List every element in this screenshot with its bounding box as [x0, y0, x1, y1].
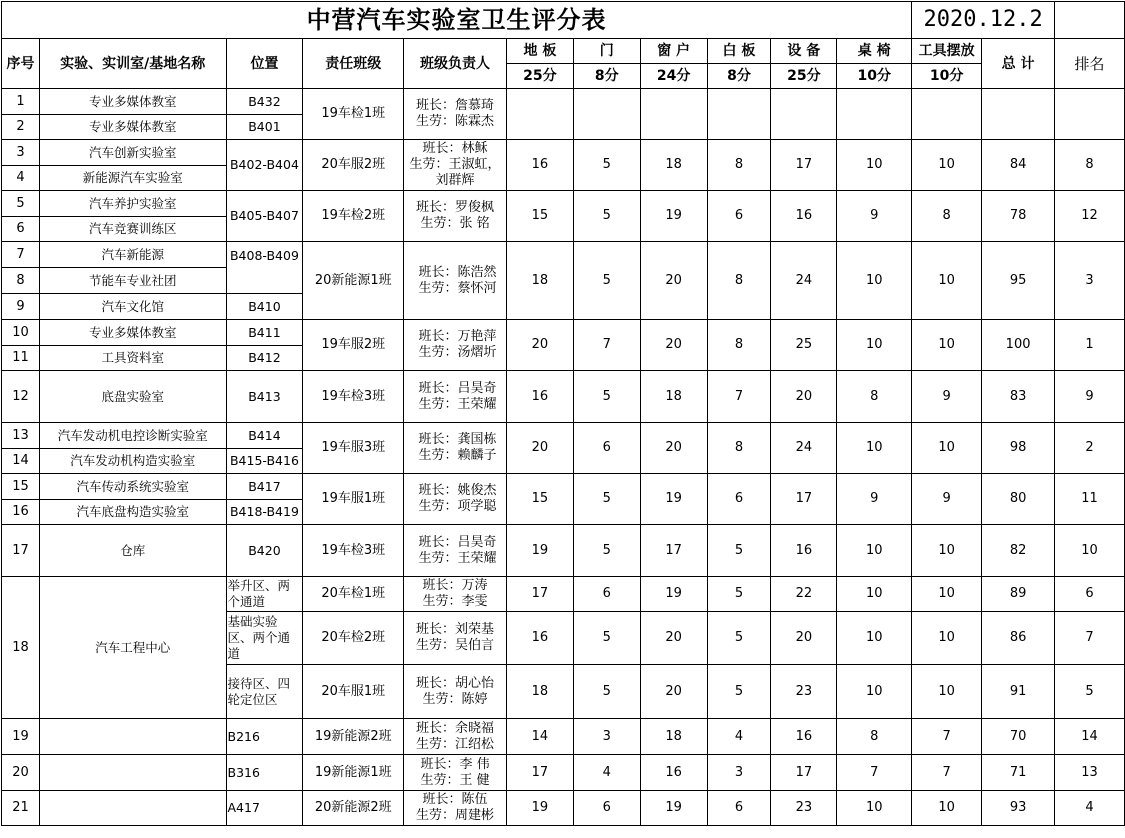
score-desk: 10 [837, 577, 912, 612]
row-location: B414 [226, 423, 303, 449]
score-floor: 16 [506, 371, 573, 423]
empty-score [982, 89, 1055, 140]
score-window: 16 [640, 755, 707, 791]
score-door: 5 [573, 371, 640, 423]
score-desk: 10 [837, 791, 912, 826]
group-leader: 班长：陈伍 生劳：周建彬 [404, 791, 507, 826]
score-floor: 17 [506, 577, 573, 612]
row-lab: 汽车养护实验室 [39, 191, 226, 217]
score-window: 18 [640, 719, 707, 755]
row-lab: 专业多媒体教室 [39, 89, 226, 115]
empty-score [707, 89, 771, 140]
score-rank: 8 [1055, 140, 1125, 191]
group-class: 20新能源2班 [303, 791, 404, 826]
score-floor: 17 [506, 755, 573, 791]
row-lab: 汽车传动系统实验室 [39, 474, 226, 500]
group-leader: 班长：刘荣基 生劳：吴伯言 [404, 612, 507, 665]
score-tools: 10 [912, 612, 982, 665]
score-total: 91 [982, 665, 1055, 719]
score-rank: 3 [1055, 242, 1125, 320]
score-door: 6 [573, 423, 640, 474]
row-lab: 汽车新能源 [39, 242, 226, 268]
max-floor: 25分 [506, 64, 573, 89]
score-board: 8 [707, 242, 771, 320]
score-equip: 20 [771, 371, 837, 423]
score-floor: 19 [506, 525, 573, 577]
score-equip: 25 [771, 320, 837, 371]
score-rank: 2 [1055, 423, 1125, 474]
score-window: 20 [640, 242, 707, 320]
group-leader: 班长：陈浩然 生劳：蔡怀河 [404, 242, 507, 320]
group-leader: 班长：万艳萍 生劳：汤熠圻 [404, 320, 507, 371]
score-desk: 10 [837, 140, 912, 191]
score-rank: 9 [1055, 371, 1125, 423]
row-seq: 4 [2, 166, 40, 191]
row-location: B420 [226, 525, 303, 577]
row-seq: 6 [2, 217, 40, 242]
group-leader: 班长：胡心怡 生劳：陈婷 [404, 665, 507, 719]
score-door: 3 [573, 719, 640, 755]
group-leader: 班长：姚俊杰 生劳：项学聪 [404, 474, 507, 525]
row-lab: 汽车竞赛训练区 [39, 217, 226, 242]
group-class: 19车服2班 [303, 320, 404, 371]
row-location: B418-B419 [226, 500, 303, 525]
score-tools: 10 [912, 320, 982, 371]
score-window: 19 [640, 191, 707, 242]
row-seq: 3 [2, 140, 40, 166]
score-total: 83 [982, 371, 1055, 423]
score-window: 20 [640, 665, 707, 719]
header-tools: 工具摆放 [912, 39, 982, 64]
score-equip: 24 [771, 423, 837, 474]
header-window: 窗 户 [640, 39, 707, 64]
row-seq: 1 [2, 89, 40, 115]
score-tools: 10 [912, 242, 982, 320]
row-location: B411 [226, 320, 303, 346]
score-window: 20 [640, 612, 707, 665]
score-door: 5 [573, 191, 640, 242]
row-seq: 9 [2, 294, 40, 320]
score-floor: 15 [506, 191, 573, 242]
row-location: 接待区、四轮定位区 [226, 665, 303, 719]
group-leader: 班长：余晓福 生劳：江绍松 [404, 719, 507, 755]
empty-score [573, 89, 640, 140]
row-location: B413 [226, 371, 303, 423]
empty-score [640, 89, 707, 140]
score-board: 5 [707, 577, 771, 612]
row-location: A417 [226, 791, 303, 826]
header-class: 责任班级 [303, 39, 404, 89]
group-class: 19车检3班 [303, 525, 404, 577]
score-board: 6 [707, 791, 771, 826]
score-equip: 23 [771, 791, 837, 826]
row-lab: 汽车工程中心 [39, 577, 226, 719]
score-rank: 5 [1055, 665, 1125, 719]
sheet-title: 中营汽车实验室卫生评分表 [2, 2, 912, 39]
score-door: 5 [573, 612, 640, 665]
row-seq: 12 [2, 371, 40, 423]
score-equip: 22 [771, 577, 837, 612]
row-location: B405-B407 [226, 191, 303, 242]
score-equip: 17 [771, 474, 837, 525]
row-location: B316 [226, 755, 303, 791]
score-desk: 7 [837, 755, 912, 791]
score-door: 6 [573, 577, 640, 612]
score-board: 5 [707, 665, 771, 719]
score-board: 7 [707, 371, 771, 423]
score-floor: 16 [506, 140, 573, 191]
score-equip: 16 [771, 191, 837, 242]
group-class: 19车检1班 [303, 89, 404, 140]
score-door: 5 [573, 140, 640, 191]
score-floor: 16 [506, 612, 573, 665]
header-board: 白 板 [707, 39, 771, 64]
group-leader: 班长：吕昊奇 生劳：王荣耀 [404, 371, 507, 423]
score-window: 19 [640, 577, 707, 612]
score-board: 8 [707, 140, 771, 191]
row-seq: 2 [2, 115, 40, 140]
row-seq: 14 [2, 449, 40, 474]
score-equip: 20 [771, 612, 837, 665]
score-total: 98 [982, 423, 1055, 474]
score-equip: 23 [771, 665, 837, 719]
row-seq: 8 [2, 268, 40, 294]
group-leader: 班长：李 伟 生劳：王 健 [404, 755, 507, 791]
row-seq: 16 [2, 500, 40, 525]
max-tools: 10分 [912, 64, 982, 89]
group-leader: 班长：詹慕琦 生劳：陈霖杰 [404, 89, 507, 140]
score-total: 93 [982, 791, 1055, 826]
group-class: 19车检3班 [303, 371, 404, 423]
group-class: 20新能源1班 [303, 242, 404, 320]
score-window: 19 [640, 791, 707, 826]
score-equip: 17 [771, 755, 837, 791]
row-location: B412 [226, 346, 303, 371]
score-tools: 7 [912, 755, 982, 791]
row-lab: 新能源汽车实验室 [39, 166, 226, 191]
score-tools: 9 [912, 371, 982, 423]
row-lab [39, 791, 226, 826]
row-lab: 节能车专业社团 [39, 268, 226, 294]
score-floor: 14 [506, 719, 573, 755]
score-rank: 14 [1055, 719, 1125, 755]
row-location: B401 [226, 115, 303, 140]
max-desk: 10分 [837, 64, 912, 89]
score-desk: 10 [837, 423, 912, 474]
row-location: B417 [226, 474, 303, 500]
row-seq: 7 [2, 242, 40, 268]
score-equip: 24 [771, 242, 837, 320]
row-lab: 专业多媒体教室 [39, 320, 226, 346]
score-board: 6 [707, 474, 771, 525]
score-desk: 10 [837, 242, 912, 320]
score-total: 80 [982, 474, 1055, 525]
empty-score [1055, 89, 1125, 140]
score-board: 6 [707, 191, 771, 242]
empty-score [771, 89, 837, 140]
group-leader: 班长：罗俊枫 生劳：张 铭 [404, 191, 507, 242]
score-tools: 10 [912, 791, 982, 826]
score-tools: 8 [912, 191, 982, 242]
header-leader: 班级负责人 [404, 39, 507, 89]
row-lab [39, 755, 226, 791]
score-board: 5 [707, 612, 771, 665]
row-seq: 13 [2, 423, 40, 449]
group-class: 19新能源1班 [303, 755, 404, 791]
score-total: 78 [982, 191, 1055, 242]
row-seq: 11 [2, 346, 40, 371]
score-rank: 1 [1055, 320, 1125, 371]
group-leader: 班长：龚国栋 生劳：赖麟子 [404, 423, 507, 474]
score-total: 100 [982, 320, 1055, 371]
score-rank: 4 [1055, 791, 1125, 826]
row-location: B415-B416 [226, 449, 303, 474]
score-rank: 13 [1055, 755, 1125, 791]
group-leader: 班长：万涛 生劳：李雯 [404, 577, 507, 612]
empty-score [837, 89, 912, 140]
score-tools: 7 [912, 719, 982, 755]
max-equip: 25分 [771, 64, 837, 89]
score-equip: 16 [771, 525, 837, 577]
score-total: 82 [982, 525, 1055, 577]
row-lab: 专业多媒体教室 [39, 115, 226, 140]
row-location: B410 [226, 294, 303, 320]
row-seq: 17 [2, 525, 40, 577]
score-rank: 12 [1055, 191, 1125, 242]
score-board: 8 [707, 320, 771, 371]
score-total: 89 [982, 577, 1055, 612]
score-tools: 10 [912, 525, 982, 577]
score-board: 3 [707, 755, 771, 791]
score-total: 70 [982, 719, 1055, 755]
score-desk: 10 [837, 320, 912, 371]
row-seq: 20 [2, 755, 40, 791]
row-lab: 底盘实验室 [39, 371, 226, 423]
empty-score [506, 89, 573, 140]
score-equip: 17 [771, 140, 837, 191]
group-class: 19车服1班 [303, 474, 404, 525]
row-location: 举升区、两个通道 [226, 577, 303, 612]
group-class: 20车服1班 [303, 665, 404, 719]
score-total: 86 [982, 612, 1055, 665]
group-class: 20车服2班 [303, 140, 404, 191]
score-tools: 10 [912, 140, 982, 191]
header-lab: 实验、实训室/基地名称 [39, 39, 226, 89]
score-tools: 10 [912, 577, 982, 612]
score-equip: 16 [771, 719, 837, 755]
score-desk: 10 [837, 612, 912, 665]
row-lab: 工具资料室 [39, 346, 226, 371]
row-location: B408-B409 [226, 242, 303, 294]
group-leader: 班长：林稣 生劳：王淑虹，刘群辉 [404, 140, 507, 191]
score-door: 5 [573, 525, 640, 577]
row-location: B216 [226, 719, 303, 755]
header-door: 门 [573, 39, 640, 64]
score-floor: 19 [506, 791, 573, 826]
score-rank: 6 [1055, 577, 1125, 612]
row-lab: 汽车创新实验室 [39, 140, 226, 166]
group-class: 19车服3班 [303, 423, 404, 474]
score-total: 95 [982, 242, 1055, 320]
max-window: 24分 [640, 64, 707, 89]
score-window: 18 [640, 371, 707, 423]
score-total: 71 [982, 755, 1055, 791]
max-board: 8分 [707, 64, 771, 89]
row-lab: 汽车底盘构造实验室 [39, 500, 226, 525]
row-seq: 10 [2, 320, 40, 346]
empty-score [912, 89, 982, 140]
row-location: B432 [226, 89, 303, 115]
max-door: 8分 [573, 64, 640, 89]
score-desk: 9 [837, 191, 912, 242]
row-lab [39, 719, 226, 755]
score-window: 19 [640, 474, 707, 525]
score-window: 20 [640, 320, 707, 371]
score-floor: 18 [506, 242, 573, 320]
row-lab: 汽车发动机构造实验室 [39, 449, 226, 474]
score-door: 4 [573, 755, 640, 791]
row-lab: 汽车发动机电控诊断实验室 [39, 423, 226, 449]
score-floor: 18 [506, 665, 573, 719]
score-window: 17 [640, 525, 707, 577]
row-seq: 18 [2, 577, 40, 719]
score-floor: 20 [506, 423, 573, 474]
score-tools: 10 [912, 423, 982, 474]
row-seq: 19 [2, 719, 40, 755]
row-seq: 5 [2, 191, 40, 217]
score-rank: 11 [1055, 474, 1125, 525]
score-desk: 10 [837, 525, 912, 577]
score-floor: 20 [506, 320, 573, 371]
row-location: 基础实验区、两个通道 [226, 612, 303, 665]
row-location: B402-B404 [226, 140, 303, 191]
score-window: 18 [640, 140, 707, 191]
score-table [1, 1, 1125, 826]
score-floor: 15 [506, 474, 573, 525]
row-lab: 汽车文化馆 [39, 294, 226, 320]
score-door: 6 [573, 791, 640, 826]
score-desk: 9 [837, 474, 912, 525]
header-equip: 设 备 [771, 39, 837, 64]
score-door: 5 [573, 242, 640, 320]
score-board: 4 [707, 719, 771, 755]
row-seq: 15 [2, 474, 40, 500]
score-door: 7 [573, 320, 640, 371]
group-class: 20车检1班 [303, 577, 404, 612]
header-location: 位置 [226, 39, 303, 89]
score-door: 5 [573, 474, 640, 525]
header-desk: 桌 椅 [837, 39, 912, 64]
score-total: 84 [982, 140, 1055, 191]
header-seq: 序号 [2, 39, 40, 89]
blank-cell [1055, 2, 1125, 39]
score-tools: 10 [912, 665, 982, 719]
group-class: 19新能源2班 [303, 719, 404, 755]
row-lab: 仓库 [39, 525, 226, 577]
score-door: 5 [573, 665, 640, 719]
score-desk: 10 [837, 665, 912, 719]
score-board: 8 [707, 423, 771, 474]
header-total: 总 计 [982, 39, 1055, 89]
group-class: 19车检2班 [303, 191, 404, 242]
score-desk: 8 [837, 371, 912, 423]
group-class: 20车检2班 [303, 612, 404, 665]
row-seq: 21 [2, 791, 40, 826]
score-tools: 9 [912, 474, 982, 525]
score-board: 5 [707, 525, 771, 577]
sheet-date: 2020.12.2 [912, 2, 1055, 39]
group-leader: 班长：吕昊奇 生劳：王荣耀 [404, 525, 507, 577]
score-rank: 7 [1055, 612, 1125, 665]
header-rank: 排名 [1055, 39, 1125, 89]
score-rank: 10 [1055, 525, 1125, 577]
score-window: 20 [640, 423, 707, 474]
score-desk: 8 [837, 719, 912, 755]
header-floor: 地 板 [506, 39, 573, 64]
